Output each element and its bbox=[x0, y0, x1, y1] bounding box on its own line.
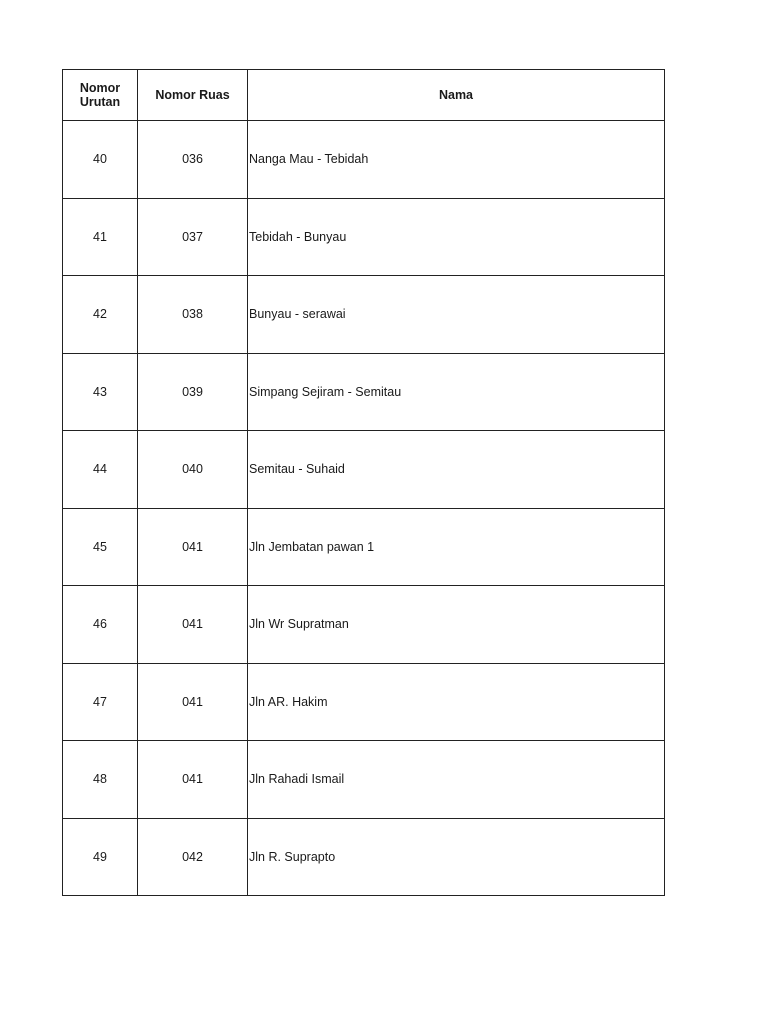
cell-nomor-urutan: 44 bbox=[63, 431, 138, 509]
header-nomor-ruas: Nomor Ruas bbox=[138, 70, 248, 121]
header-nama: Nama bbox=[248, 70, 665, 121]
cell-nama: Jln Rahadi Ismail bbox=[248, 741, 665, 819]
cell-nomor-ruas: 040 bbox=[138, 431, 248, 509]
cell-nomor-urutan: 42 bbox=[63, 276, 138, 354]
cell-nomor-urutan: 41 bbox=[63, 198, 138, 276]
table-row bbox=[63, 586, 665, 664]
cell-nomor-urutan: 46 bbox=[63, 586, 138, 664]
cell-nomor-ruas: 039 bbox=[138, 353, 248, 431]
header-row bbox=[63, 70, 665, 121]
cell-nomor-ruas: 037 bbox=[138, 198, 248, 276]
cell-nomor-ruas: 041 bbox=[138, 508, 248, 586]
cell-nama: Jln AR. Hakim bbox=[248, 663, 665, 741]
cell-nama: Tebidah - Bunyau bbox=[248, 198, 665, 276]
table-row bbox=[63, 198, 665, 276]
cell-nomor-urutan: 43 bbox=[63, 353, 138, 431]
cell-nama: Jln R. Suprapto bbox=[248, 818, 665, 896]
table-row bbox=[63, 276, 665, 354]
cell-nomor-urutan: 45 bbox=[63, 508, 138, 586]
cell-nomor-ruas: 041 bbox=[138, 741, 248, 819]
header-nomor-urutan-line2: Urutan bbox=[79, 95, 121, 109]
cell-nama: Bunyau - serawai bbox=[248, 276, 665, 354]
table-row bbox=[63, 431, 665, 509]
cell-nomor-urutan: 47 bbox=[63, 663, 138, 741]
cell-nama: Jln Jembatan pawan 1 bbox=[248, 508, 665, 586]
header-nomor-urutan-line1: Nomor bbox=[79, 81, 121, 95]
cell-nama: Nanga Mau - Tebidah bbox=[248, 121, 665, 199]
table-row bbox=[63, 818, 665, 896]
road-segment-table-sheet bbox=[62, 69, 665, 895]
table-row bbox=[63, 353, 665, 431]
cell-nama: Simpang Sejiram - Semitau bbox=[248, 353, 665, 431]
table-row bbox=[63, 741, 665, 819]
cell-nomor-ruas: 042 bbox=[138, 818, 248, 896]
table-row bbox=[63, 663, 665, 741]
table-body bbox=[63, 121, 665, 896]
table-row bbox=[63, 121, 665, 199]
cell-nomor-ruas: 041 bbox=[138, 663, 248, 741]
cell-nomor-ruas: 041 bbox=[138, 586, 248, 664]
road-segment-table bbox=[62, 69, 665, 896]
table-row bbox=[63, 508, 665, 586]
header-nomor-urutan bbox=[63, 70, 138, 121]
cell-nomor-urutan: 40 bbox=[63, 121, 138, 199]
cell-nomor-urutan: 49 bbox=[63, 818, 138, 896]
cell-nomor-ruas: 036 bbox=[138, 121, 248, 199]
cell-nomor-ruas: 038 bbox=[138, 276, 248, 354]
cell-nomor-urutan: 48 bbox=[63, 741, 138, 819]
table-header bbox=[63, 70, 665, 121]
cell-nama: Jln Wr Supratman bbox=[248, 586, 665, 664]
cell-nama: Semitau - Suhaid bbox=[248, 431, 665, 509]
